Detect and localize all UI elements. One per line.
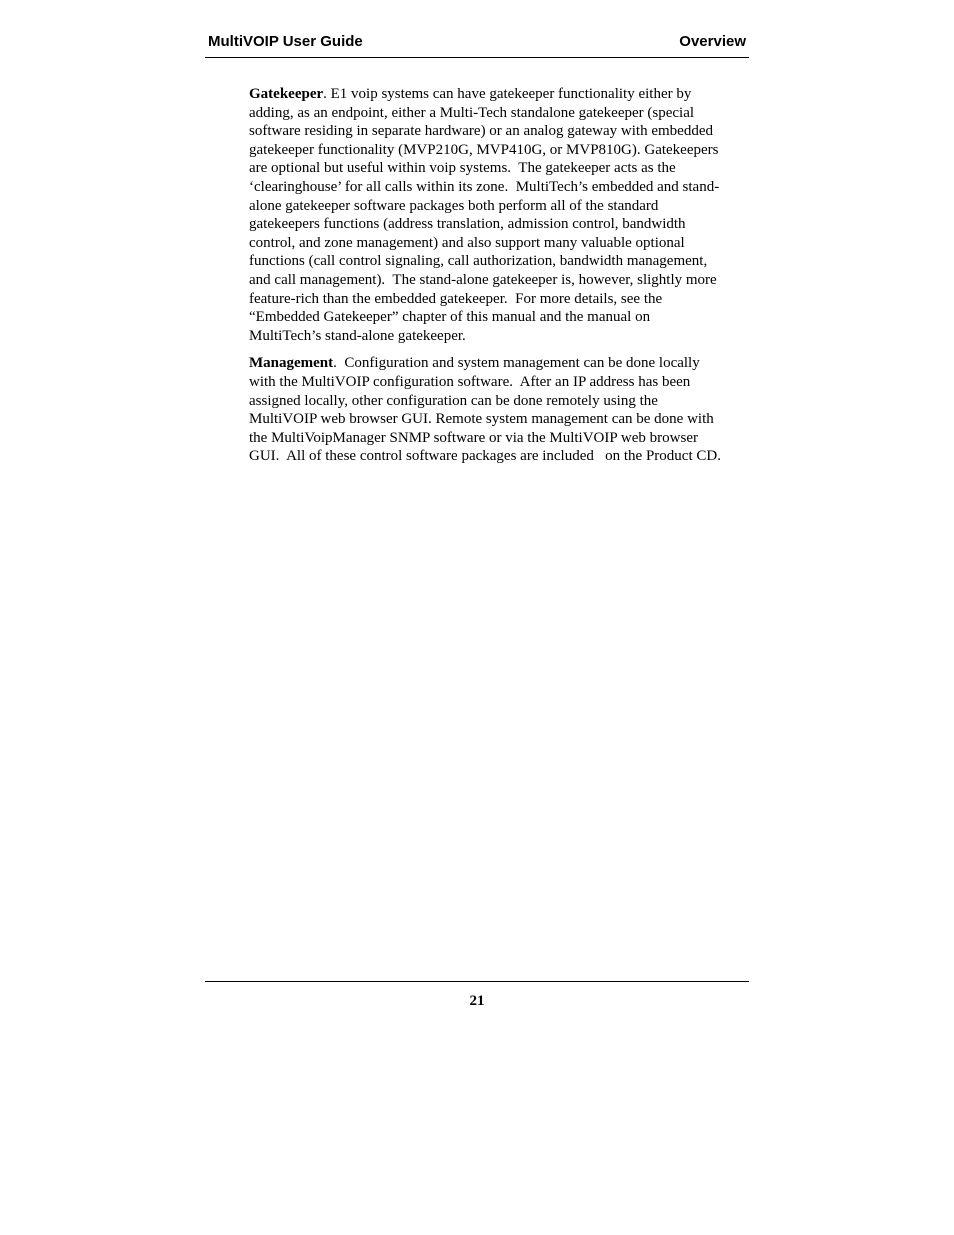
- paragraph-line: software residing in separate hardware) or an analog gateway with embedded: [249, 123, 713, 140]
- paragraph-line: MultiTech’s stand-alone gatekeeper.: [249, 327, 466, 344]
- paragraph-line: alone gatekeeper software packages both perform all of the standard: [249, 197, 659, 214]
- paragraph-line: gatekeepers functions (address translation, admission control, bandwidth: [249, 216, 686, 233]
- paragraph-management: [249, 354, 745, 466]
- paragraph-line: are optional but useful within voip systems. The gatekeeper acts as the: [249, 160, 676, 177]
- paragraph-line: feature-rich than the embedded gatekeeper. For more details, see the: [249, 290, 663, 307]
- footer-rule: [205, 981, 749, 982]
- paragraph-line: MultiVOIP web browser GUI. Remote system management can be done with: [249, 411, 714, 428]
- running-header: [205, 33, 749, 51]
- page-number: 21: [469, 993, 485, 1009]
- paragraph-line: and call management). The stand-alone gatekeeper is, however, slightly more: [249, 271, 717, 288]
- paragraph-line: ‘clearinghouse’ for all calls within its zone. MultiTech’s embedded and stand-: [249, 178, 720, 195]
- paragraph-line: the MultiVoipManager SNMP software or via the MultiVOIP web browser: [249, 429, 698, 446]
- paragraph-line-text: . E1 voip systems can have gatekeeper functionality either by: [323, 86, 692, 102]
- paragraph-line: [249, 354, 745, 373]
- paragraph-lead-term: Gatekeeper: [249, 86, 324, 102]
- paragraph-lead-term: Management: [249, 355, 334, 372]
- paragraph-line: [249, 85, 745, 104]
- body-text: [249, 85, 745, 475]
- header-rule: [205, 57, 749, 58]
- paragraph-line: control, and zone management) and also support many valuable optional: [249, 234, 685, 251]
- paragraph-line: with the MultiVOIP configuration software. After an IP address has been: [249, 373, 691, 390]
- paragraph-gatekeeper: [249, 85, 745, 345]
- paragraph-line: gatekeeper functionality (MVP210G, MVP410G, or MVP810G). Gatekeepers: [249, 141, 719, 158]
- header-guide-title: MultiVOIP User Guide: [208, 33, 363, 50]
- paragraph-line: adding, as an endpoint, either a Multi-Tech standalone gatekeeper (special: [249, 104, 695, 121]
- paragraph-line: GUI. All of these control software packages are included on the Product CD.: [249, 448, 721, 465]
- paragraph-line: functions (call control signaling, call authorization, bandwidth management,: [249, 253, 708, 270]
- paragraph-line-text: . Configuration and system management can be done locally: [333, 355, 700, 372]
- paragraph-line: assigned locally, other configuration can be done remotely using the: [249, 392, 658, 409]
- paragraph-line: “Embedded Gatekeeper” chapter of this manual and the manual on: [249, 309, 651, 326]
- header-section-title: Overview: [679, 33, 746, 50]
